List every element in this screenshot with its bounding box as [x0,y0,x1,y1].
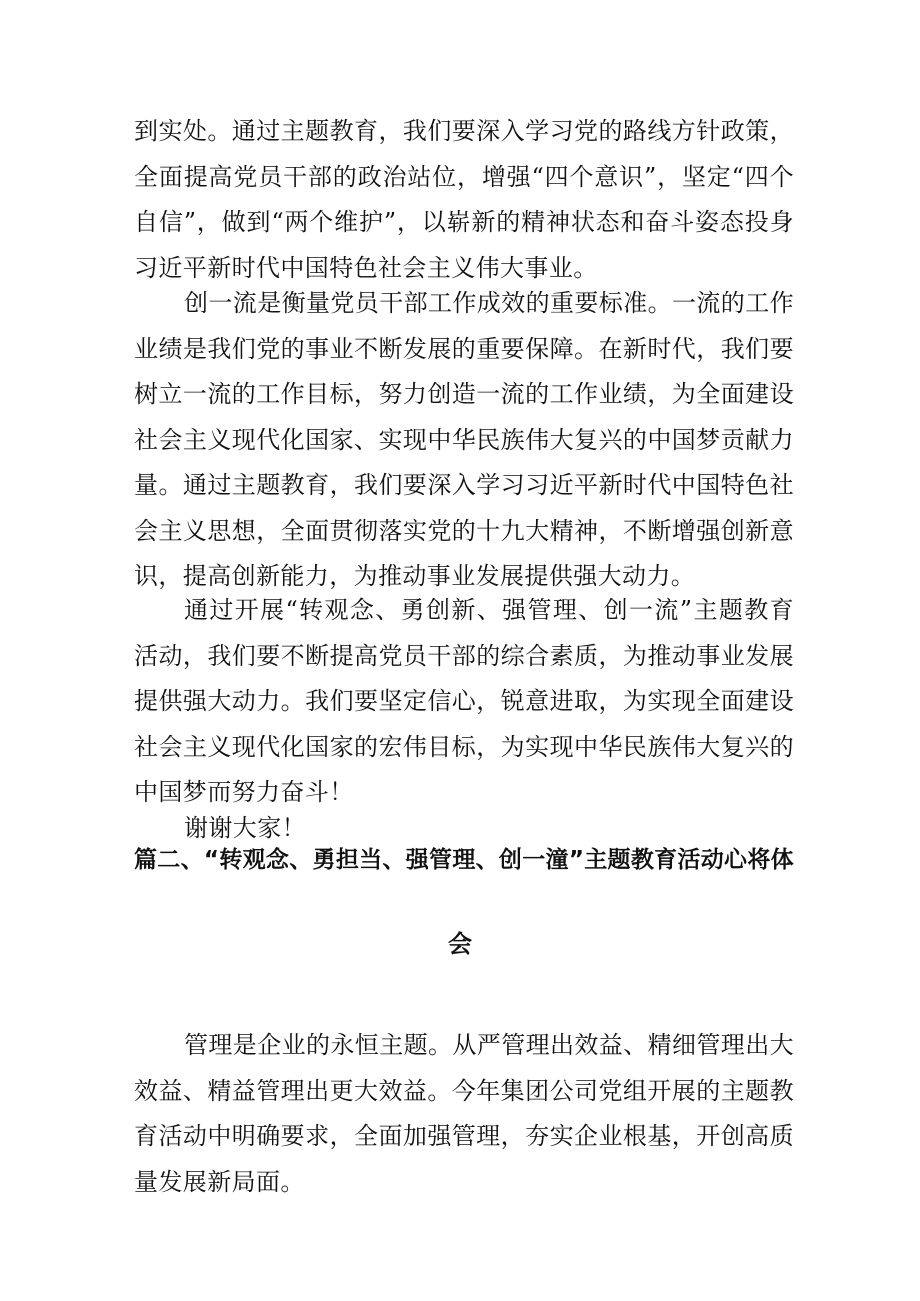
section-heading-tail: 会 [448,930,472,958]
section-heading: 篇二、“转观念、勇担当、强管理、创一潼”主题教育活动心将体 [134,847,794,873]
body-paragraph: 通过开展“转观念、勇创新、强管理、创一流”主题教育活动，我们要不断提高党员干部的综合素质，为推动事业发展提供强大动力。我们要坚定信心，锐意进取，为实现全面建设社会主义现代化国家的宏伟目标，为实现中华民族伟大复兴的中国梦而努力奋斗！ [134,596,794,806]
body-paragraph: 管理是企业的永恒主题。从严管理出效益、精细管理出大效益、精益管理出更大效益。今年集团公司党组开展的主题教育活动中明确要求，全面加强管理，夯实企业根基，开创高质量发展新局面。 [134,1031,794,1196]
body-paragraph: 到实处。通过主题教育，我们要深入学习党的路线方针政策，全面提高党员干部的政治站位，增强“四个意识”，坚定“四个自信”，做到“两个维护”，以崭新的精神状态和奋斗姿态投身习近平新时代中国特色社会主义伟大事业。 [134,117,794,282]
closing-line: 谢谢大家！ [184,814,306,842]
body-paragraph: 创一流是衡量党员干部工作成效的重要标准。一流的工作业绩是我们党的事业不断发展的重要保障。在新时代，我们要树立一流的工作目标，努力创造一流的工作业绩，为全面建设社会主义现代化国家、实现中华民族伟大复兴的中国梦贡献力量。通过主题教育，我们要深入学习习近平新时代中国特色社会主义思想，全面贯彻落实党的十九大精神，不断增强创新意识，提高创新能力，为推动事业发展提供强大动力。 [134,289,794,590]
